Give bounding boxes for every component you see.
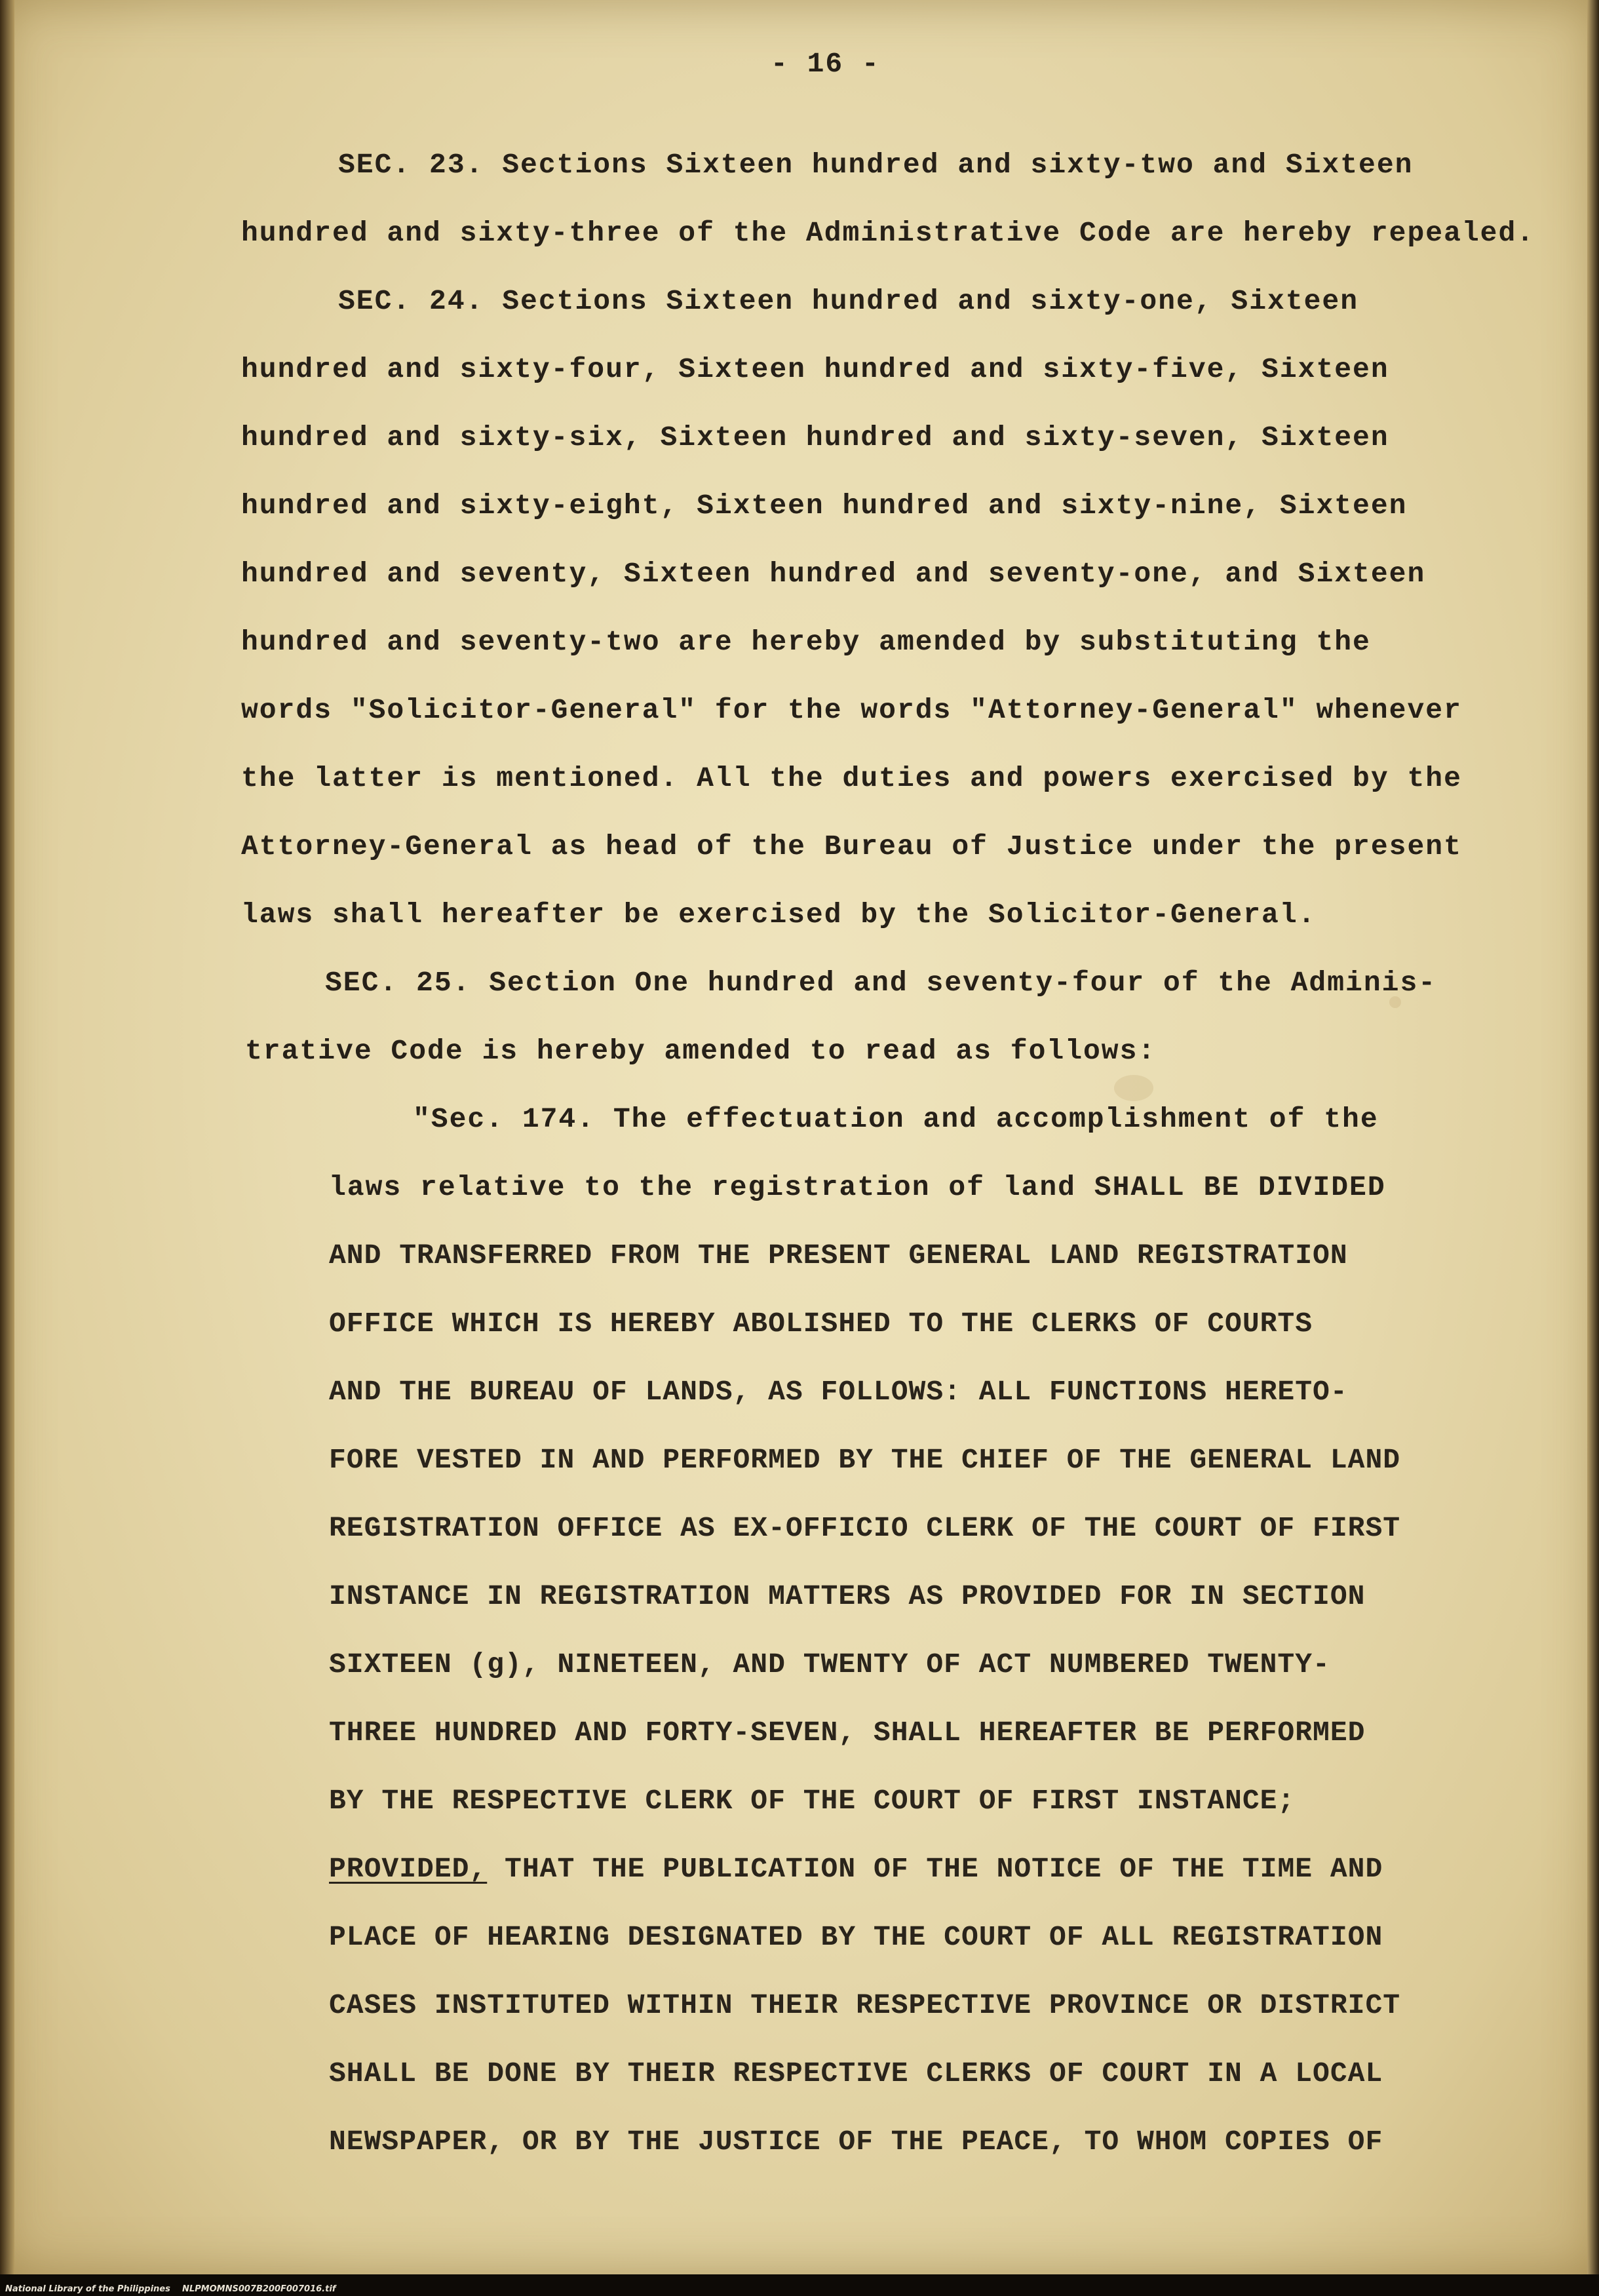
provided-underlined-word: PROVIDED, [329,1853,488,1885]
text-line: INSTANCE IN REGISTRATION MATTERS AS PROVIDED FOR IN SECTION [329,1580,1366,1612]
text-line: BY THE RESPECTIVE CLERK OF THE COURT OF FIRST INSTANCE; [329,1785,1296,1817]
text-line: hundred and seventy, Sixteen hundred and seventy-one, and Sixteen [241,558,1426,590]
text-line: FORE VESTED IN AND PERFORMED BY THE CHIEF OF THE GENERAL LAND [329,1444,1401,1476]
text-line: the latter is mentioned. All the duties and powers exercised by the [241,762,1462,794]
text-line: trative Code is hereby amended to read as follows: [245,1035,1157,1067]
text-line: words "Solicitor-General" for the words "Attorney-General" whenever [241,694,1462,726]
text-line: SEC. 24. Sections Sixteen hundred and sixty-one, Sixteen [338,285,1359,317]
page-edge-right [1587,0,1599,2274]
text-line: laws relative to the registration of land SHALL BE DIVIDED [329,1171,1386,1203]
text-line: PLACE OF HEARING DESIGNATED BY THE COURT OF ALL REGISTRATION [329,1921,1383,1953]
scan-footer-caption [5,2285,336,2293]
text-line: NEWSPAPER, OR BY THE JUSTICE OF THE PEACE, TO WHOM COPIES OF [329,2126,1383,2158]
text-line: "Sec. 174. The effectuation and accomplishment of the [413,1103,1379,1135]
text-line: CASES INSTITUTED WITHIN THEIR RESPECTIVE PROVINCE OR DISTRICT [329,1989,1401,2021]
text-line: SHALL BE DONE BY THEIR RESPECTIVE CLERKS OF COURT IN A LOCAL [329,2057,1383,2090]
text-line: SEC. 23. Sections Sixteen hundred and sixty-two and Sixteen [338,149,1414,181]
text-line-provided [329,1855,1383,1883]
text-line: hundred and sixty-eight, Sixteen hundred and sixty-nine, Sixteen [241,490,1408,522]
text-line: hundred and seventy-two are hereby amended by substituting the [241,626,1371,658]
text-line: REGISTRATION OFFICE AS EX-OFFICIO CLERK OF THE COURT OF FIRST [329,1512,1401,1544]
text-line: AND THE BUREAU OF LANDS, AS FOLLOWS: ALL FUNCTIONS HERETO- [329,1376,1348,1408]
archive-name: National Library of the Philippines [5,2284,170,2294]
text-line: OFFICE WHICH IS HEREBY ABOLISHED TO THE CLERKS OF COURTS [329,1308,1313,1340]
text-line: THREE HUNDRED AND FORTY-SEVEN, SHALL HEREAFTER BE PERFORMED [329,1717,1366,1749]
file-id: NLPMOMNS007B200F007016.tif [182,2284,336,2294]
text-line: SEC. 25. Section One hundred and seventy-four of the Adminis- [325,967,1437,999]
paper-stain [1114,1075,1153,1101]
text-line: hundred and sixty-three of the Administrative Code are hereby repealed. [241,217,1535,249]
text-line: laws shall hereafter be exercised by the Solicitor-General. [241,899,1317,931]
provided-rest: THAT THE PUBLICATION OF THE NOTICE OF THE TIME AND [487,1853,1383,1885]
text-line: hundred and sixty-four, Sixteen hundred and sixty-five, Sixteen [241,353,1389,385]
text-line: AND TRANSFERRED FROM THE PRESENT GENERAL LAND REGISTRATION [329,1239,1348,1272]
page-edge-left [0,0,14,2274]
text-line: Attorney-General as head of the Bureau of Justice under the present [241,830,1462,863]
page-number: - 16 - [771,48,880,80]
text-line: SIXTEEN (g), NINETEEN, AND TWENTY OF ACT NUMBERED TWENTY- [329,1648,1330,1681]
text-line: hundred and sixty-six, Sixteen hundred and sixty-seven, Sixteen [241,421,1389,454]
